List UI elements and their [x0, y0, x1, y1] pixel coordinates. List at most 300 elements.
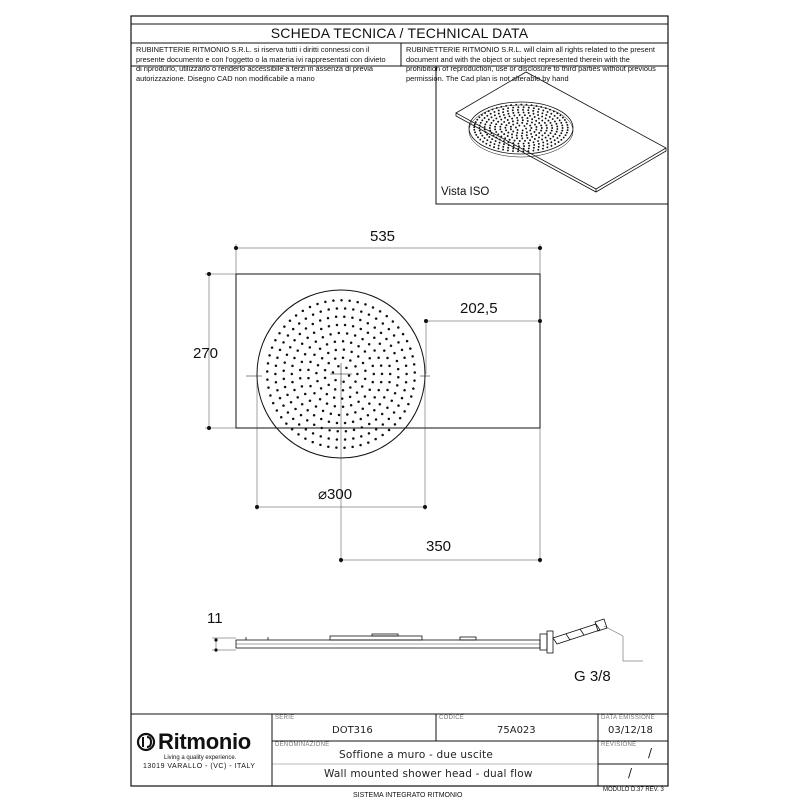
description-it: Soffione a muro - due uscite [339, 749, 494, 761]
nozzle-dot [345, 367, 348, 370]
nozzle-dot [374, 438, 377, 441]
nozzle-dot [495, 131, 497, 133]
nozzle-dot [516, 122, 518, 124]
nozzle-dot [389, 373, 392, 376]
nozzle-dot [546, 146, 548, 148]
nozzle-dot [333, 396, 336, 399]
nozzle-dot [511, 118, 513, 120]
nozzle-dot [541, 120, 543, 122]
nozzle-dot [517, 129, 519, 131]
nozzle-dot [521, 117, 523, 119]
nozzle-dot [477, 136, 479, 138]
nozzle-dot [330, 412, 333, 415]
nozzle-dot [282, 404, 285, 407]
nozzle-dot [475, 121, 477, 123]
nozzle-dot [336, 324, 339, 327]
nozzle-dot [507, 110, 509, 112]
nozzle-dot [266, 370, 269, 373]
nozzle-dot [324, 377, 327, 380]
nozzle-dot [329, 333, 332, 336]
nozzle-dot [405, 373, 408, 376]
nozzle-dot [508, 144, 510, 146]
nozzle-dot [361, 338, 364, 341]
nozzle-dot [394, 423, 397, 426]
nozzle-dot [554, 120, 556, 122]
nozzle-dot [334, 357, 337, 360]
data-value: 03/12/18 [608, 725, 653, 736]
nozzle-dot [485, 143, 487, 145]
nozzle-dot [493, 120, 495, 122]
nozzle-dot [350, 342, 353, 345]
nozzle-dot [322, 336, 325, 339]
nozzle-dot [276, 409, 279, 412]
plate-outline [236, 274, 540, 428]
nozzle-dot [344, 324, 347, 327]
nozzle-dot [316, 303, 319, 306]
nozzle-dot [269, 394, 272, 397]
nozzle-dot [287, 411, 290, 414]
nozzle-dot [319, 435, 322, 438]
nozzle-dot [547, 134, 549, 136]
nozzle-dot [286, 353, 289, 356]
nozzle-dot [342, 389, 345, 392]
nozzle-dot [536, 126, 538, 128]
nozzle-dot [327, 437, 330, 440]
nozzle-dot [357, 400, 360, 403]
nozzle-dot [284, 386, 287, 389]
nozzle-dot [533, 144, 535, 146]
nozzle-dot [348, 374, 351, 377]
nozzle-dot [397, 404, 400, 407]
nozzle-dot [528, 107, 530, 109]
nozzle-dot [297, 433, 300, 436]
nozzle-dot [364, 395, 367, 398]
nozzle-dot [512, 147, 514, 149]
nozzle-dot [545, 117, 547, 119]
nozzle-dot [352, 437, 355, 440]
nozzle-dot [507, 135, 509, 137]
title-en: TECHNICAL DATA [407, 25, 529, 41]
nozzle-dot [334, 388, 337, 391]
nozzle-dot [505, 105, 507, 107]
revision-1: / [648, 746, 653, 760]
nozzle-dot [276, 356, 279, 359]
nozzle-dot [368, 402, 371, 405]
nozzle-dot [538, 136, 540, 138]
nozzle-dot [537, 114, 539, 116]
nozzle-dot [368, 343, 371, 346]
nozzle-dot [372, 365, 375, 368]
nozzle-dot [393, 411, 396, 414]
nozzle-dot [513, 114, 515, 116]
nozzle-dot [341, 397, 344, 400]
nozzle-dot [560, 139, 562, 141]
nozzle-dot [309, 306, 312, 309]
nozzle-dot [535, 134, 537, 136]
nozzle-dot [291, 373, 294, 376]
nozzle-dot [313, 332, 316, 335]
nozzle-dot [268, 354, 271, 357]
nozzle-dot [287, 334, 290, 337]
nozzle-dot [397, 326, 400, 329]
nozzle-dot [494, 128, 496, 130]
nozzle-dot [479, 130, 481, 132]
dim-thickness: 11 [207, 610, 223, 627]
nozzle-dot [392, 320, 395, 323]
nozzle-dot [360, 328, 363, 331]
nozzle-dot [304, 393, 307, 396]
nozzle-dot [304, 353, 307, 356]
nozzle-dot [351, 446, 354, 449]
nozzle-dot [383, 349, 386, 352]
denominazione-label: DENOMINAZIONE [275, 742, 330, 748]
nozzle-dot [319, 310, 322, 313]
nozzle-dot [307, 369, 310, 372]
nozzle-dot [542, 141, 544, 143]
nozzle-dot [512, 124, 514, 126]
nozzle-dot [510, 126, 512, 128]
nozzle-dot [332, 299, 335, 302]
nozzle-dot [306, 409, 309, 412]
nozzle-dot [538, 118, 540, 120]
nozzle-dot [406, 340, 409, 343]
nozzle-dot [526, 134, 528, 136]
nozzle-dot [373, 396, 376, 399]
nozzle-dot [327, 308, 330, 311]
nozzle-dot [397, 341, 400, 344]
nozzle-dot [368, 423, 371, 426]
nozzle-dot [275, 365, 278, 368]
nozzle-dot [502, 108, 504, 110]
nozzle-dot [285, 422, 288, 425]
nozzle-dot [544, 132, 546, 134]
nozzle-dot [356, 301, 359, 304]
nozzle-dot [533, 107, 535, 109]
nozzle-dot [360, 310, 363, 313]
nozzle-dot [523, 112, 525, 114]
nozzle-dot [364, 370, 367, 373]
dim-height: 270 [193, 345, 219, 362]
nozzle-dot [396, 360, 399, 363]
nozzle-dot [490, 113, 492, 115]
nozzle-dot [511, 136, 513, 138]
nozzle-dot [520, 104, 522, 106]
nozzle-dot [479, 139, 481, 141]
nozzle-dot [510, 104, 512, 106]
nozzle-dot [360, 418, 363, 421]
nozzle-dot [343, 348, 346, 351]
nozzle-dot [401, 397, 404, 400]
nozzle-dot [301, 385, 304, 388]
nozzle-dot [412, 387, 415, 390]
nozzle-dot [474, 124, 476, 126]
nozzle-dot [367, 332, 370, 335]
nozzle-dot [542, 148, 544, 150]
nozzle-dot [556, 123, 558, 125]
nozzle-dot [377, 356, 380, 359]
nozzle-dot [402, 333, 405, 336]
nozzle-dot [272, 402, 275, 405]
nozzle-dot [315, 405, 318, 408]
nozzle-dot [529, 139, 531, 141]
nozzle-dot [535, 129, 537, 131]
nozzle-dot [290, 401, 293, 404]
nozzle-dot [528, 145, 530, 147]
nozzle-dot [489, 145, 491, 147]
nozzle-dot [564, 119, 566, 121]
nozzle-dot [550, 122, 552, 124]
nozzle-dot [367, 414, 370, 417]
nozzle-dot [343, 315, 346, 318]
nozzle-dot [301, 361, 304, 364]
nozzle-dot [527, 150, 529, 152]
title-separator: / [399, 25, 404, 41]
nozzle-dot [484, 129, 486, 131]
nozzle-dot [291, 365, 294, 368]
nozzle-dot [368, 313, 371, 316]
nozzle-dot [502, 111, 504, 113]
nozzle-dot [328, 429, 331, 432]
nozzle-dot [375, 428, 378, 431]
nozzle-dot [503, 143, 505, 145]
nozzle-dot [547, 143, 549, 145]
nozzle-dot [375, 418, 378, 421]
nozzle-dot [552, 136, 554, 138]
nozzle-dot [493, 146, 495, 148]
nozzle-dot [508, 141, 510, 143]
ritmonio-logo-mark [138, 734, 154, 750]
data-label: DATA EMISSIONE [601, 715, 655, 721]
nozzle-dot [299, 369, 302, 372]
nozzle-dot [545, 114, 547, 116]
nozzle-dot [497, 133, 499, 135]
nozzle-dot [517, 148, 519, 150]
nozzle-dot [293, 357, 296, 360]
nozzle-dot [498, 109, 500, 111]
nozzle-dot [327, 384, 330, 387]
nozzle-dot [566, 121, 568, 123]
iso-view-label: Vista ISO [441, 186, 490, 198]
nozzle-dot [560, 132, 562, 134]
nozzle-dot [309, 361, 312, 364]
nozzle-dot [346, 413, 349, 416]
nozzle-dot [529, 115, 531, 117]
nozzle-dot [305, 317, 308, 320]
nozzle-dot [554, 143, 556, 145]
nozzle-dot [385, 338, 388, 341]
nozzle-dot [537, 149, 539, 151]
nozzle-dot [534, 131, 536, 133]
nozzle-dot [292, 418, 295, 421]
nozzle-dot [276, 389, 279, 392]
nozzle-dot [554, 133, 556, 135]
nozzle-dot [381, 434, 384, 437]
nozzle-dot [354, 411, 357, 414]
nozzle-dot [348, 299, 351, 302]
nozzle-dot [486, 121, 488, 123]
nozzle-dot [504, 117, 506, 119]
nozzle-dot [544, 122, 546, 124]
nozzle-dot [299, 377, 302, 380]
nozzle-dot [324, 301, 327, 304]
nozzle-dot [393, 352, 396, 355]
nozzle-dot [498, 145, 500, 147]
nozzle-dot [351, 316, 354, 319]
nozzle-dot [346, 332, 349, 335]
nozzle-dot [497, 121, 499, 123]
nozzle-dot [296, 349, 299, 352]
nozzle-dot [500, 136, 502, 138]
nozzle-dot [405, 365, 408, 368]
nozzle-dot [336, 430, 339, 433]
nozzle-dot [538, 146, 540, 148]
nozzle-dot [484, 126, 486, 128]
nozzle-dot [313, 424, 316, 427]
nozzle-dot [541, 112, 543, 114]
nozzle-dot [313, 392, 316, 395]
nozzle-dot [405, 381, 408, 384]
nozzle-dot [521, 135, 523, 137]
nozzle-dot [336, 422, 339, 425]
nozzle-dot [385, 315, 388, 318]
nozzle-dot [519, 114, 521, 116]
nozzle-dot [357, 345, 360, 348]
nozzle-dot [320, 387, 323, 390]
nozzle-dot [534, 138, 536, 140]
nozzle-dot [381, 413, 384, 416]
nozzle-dot [526, 123, 528, 125]
nozzle-dot [373, 373, 376, 376]
nozzle-dot [507, 150, 509, 152]
nozzle-dot [521, 132, 523, 134]
dim-connection: G 3/8 [574, 668, 611, 685]
nozzle-dot [533, 147, 535, 149]
nozzle-dot [403, 356, 406, 359]
nozzle-dot [296, 396, 299, 399]
dimension-lines [205, 244, 643, 661]
nozzle-dot [482, 141, 484, 143]
title-it: SCHEDA TECNICA [270, 25, 396, 41]
nozzle-dot [336, 438, 339, 441]
nozzle-dot [274, 373, 277, 376]
nozzle-dot [350, 351, 353, 354]
nozzle-dot [342, 340, 345, 343]
legal-notice-it: RUBINETTERIE RITMONIO S.R.L. si riserva tutti i diritti connessi con il presente documento e con l'oggetto o la materia ivi rappresentati con divieto di riprodurlo, utilizzarlo o renderlo accessibile a terzi in assenza di previa autorizzazione. Disegno CAD non modificabile a mano [136, 45, 386, 83]
nozzle-dot [283, 325, 286, 328]
nozzle-dot [507, 147, 509, 149]
nozzle-dot [334, 405, 337, 408]
nozzle-dot [554, 139, 556, 141]
nozzle-dot [538, 108, 540, 110]
nozzle-dot [386, 389, 389, 392]
nozzle-dot [551, 127, 553, 129]
nozzle-dot [559, 135, 561, 137]
nozzle-dot [367, 441, 370, 444]
nozzle-dot [361, 385, 364, 388]
nozzle-dot [480, 132, 482, 134]
nozzle-dot [488, 119, 490, 121]
nozzle-dot [350, 404, 353, 407]
nozzle-dot [550, 113, 552, 115]
nozzle-dot [563, 137, 565, 139]
nozzle-dot [550, 138, 552, 140]
brand-name: Ritmonio [158, 729, 251, 754]
nozzle-dot [502, 146, 504, 148]
nozzle-dot [528, 142, 530, 144]
nozzle-dot [557, 137, 559, 139]
nozzle-dot [526, 137, 528, 139]
nozzle-dot [291, 428, 294, 431]
nozzle-dot [336, 307, 339, 310]
nozzle-dot [560, 122, 562, 124]
nozzle-dot [556, 125, 558, 127]
nozzle-dot [266, 378, 269, 381]
nozzle-dot [541, 116, 543, 118]
nozzle-dot [354, 365, 357, 368]
nozzle-dot [549, 109, 551, 111]
nozzle-dot [503, 133, 505, 135]
nozzle-dot [324, 369, 327, 372]
nozzle-dot [352, 325, 355, 328]
nozzle-dot [326, 402, 329, 405]
nozzle-dot [379, 403, 382, 406]
nozzle-dot [289, 346, 292, 349]
nozzle-dot [566, 132, 568, 134]
nozzle-dot [320, 328, 323, 331]
nozzle-dot [381, 373, 384, 376]
nozzle-dot [481, 135, 483, 137]
nozzle-dot [484, 137, 486, 139]
nozzle-dot [354, 380, 357, 383]
nozzle-dot [546, 140, 548, 142]
nozzle-dot [511, 133, 513, 135]
nozzle-dot [292, 328, 295, 331]
nozzle-dot [540, 106, 542, 108]
page-title [131, 25, 668, 41]
nozzle-dot [474, 131, 476, 133]
nozzle-dot [501, 123, 503, 125]
nozzle-dot [507, 132, 509, 134]
nozzle-dot [338, 332, 341, 335]
nozzle-dot [540, 124, 542, 126]
nozzle-dot [362, 407, 365, 410]
nozzle-dot [298, 322, 301, 325]
nozzle-dot [557, 117, 559, 119]
nozzle-dot [403, 389, 406, 392]
nozzle-dot [561, 130, 563, 132]
nozzle-dot [479, 124, 481, 126]
nozzle-dot [531, 104, 533, 106]
nozzle-dot [508, 113, 510, 115]
nozzle-dot [534, 124, 536, 126]
nozzle-dot [397, 376, 400, 379]
nozzle-dot [499, 128, 501, 130]
description-en: Wall mounted shower head - dual flow [324, 768, 533, 780]
nozzle-dot [352, 308, 355, 311]
nozzle-dot [512, 142, 514, 144]
nozzle-dot [306, 337, 309, 340]
nozzle-dot [536, 105, 538, 107]
system-footer: SISTEMA INTEGRATO RITMONIO [353, 792, 463, 799]
nozzle-dot [498, 113, 500, 115]
iso-plate-drawing [456, 72, 666, 192]
nozzle-dot [537, 111, 539, 113]
nozzle-dot [315, 372, 318, 375]
nozzle-dot [311, 441, 314, 444]
nozzle-dot [390, 345, 393, 348]
nozzle-dot [328, 325, 331, 328]
nozzle-dot [503, 114, 505, 116]
